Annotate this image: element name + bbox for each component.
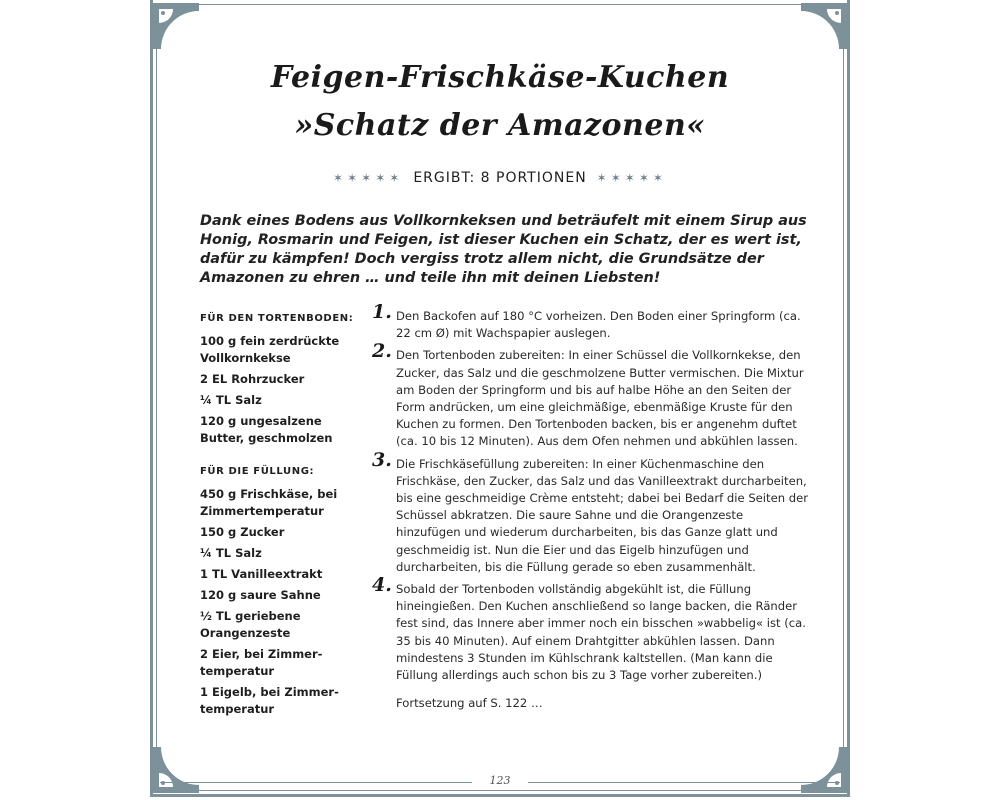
base-heading: FÜR DEN TORTENBODEN:	[200, 313, 354, 324]
filling-heading: FÜR DIE FÜLLUNG:	[200, 466, 315, 477]
star-ornament-right: ✶✶✶✶✶	[596, 171, 667, 185]
step-text: Die Frischkäsefüllung zubereiten: In einer Küchenmaschine den Frischkäse, den Zucker, das Salz und das Vanilleextrakt durcharbeiten, bis eine geschmeidige Crème entsteht; dabei bei Bedarf die Seiten der Schüssel abkratzen. Die saure Sahne und die Orangenzeste hinzufügen und wiederum durcharbeiten, bis das Ganze glatt und geschmeidig ist. Nun die Eier und das Eigelb hinzufügen und durcharbeiten, bis die Füllung gerade so eben zusammenhält.	[396, 456, 808, 574]
ingredient-item: 150 g Zucker	[200, 525, 285, 539]
recipe-title: Feigen-Frischkäse-Kuchen	[270, 60, 730, 95]
step-number: 3.	[372, 448, 392, 471]
ingredient-item: 2 Eier, bei Zimmer-temperatur	[200, 647, 323, 678]
corner-ornament-bottom-left	[153, 747, 199, 793]
intro-text: Dank eines Bodens aus Vollkornkeksen und beträufelt mit einem Sirup aus Honig, Rosmarin und Feigen, ist dieser Kuchen ein Schatz, der es wert ist, dafür zu kämpfen! Doch vergiss trotz allem nicht, die Grundsätze der Amazonen zu ehren … und teile ihn mit deinen Liebsten!	[200, 213, 807, 286]
page-number: 123	[489, 774, 511, 787]
ingredient-item: ½ TL geriebene Orangenzeste	[200, 609, 301, 640]
instruction-step	[370, 301, 810, 342]
instruction-step	[370, 340, 810, 450]
ingredient-item: 2 EL Rohrzucker	[200, 372, 305, 386]
ingredient-item: 120 g saure Sahne	[200, 588, 321, 602]
step-text: Sobald der Tortenboden vollständig abgekühlt ist, die Füllung hineingießen. Den Kuchen anschließend so lange backen, die Ränder fest sind, das Innere aber immer noch ein bisschen »wabbelig« ist (ca. 35 bis 40 Minuten). Auf einem Drahtgitter abkühlen lassen. Dann mindestens 3 Stunden im Kühlschrank kaltstellen. (Man kann die Füllung allerdings auch schon bis zu 3 Tage vorher zubereiten.)	[396, 582, 806, 683]
step-number: 2.	[372, 340, 392, 363]
ingredient-item: 1 Eigelb, bei Zimmer-temperatur	[200, 685, 339, 716]
ingredient-item: 100 g fein zerdrückte Vollkornkekse	[200, 334, 340, 365]
footer-rule-left	[160, 782, 472, 783]
corner-ornament-top-left	[153, 3, 199, 49]
ingredient-item: ¼ TL Salz	[200, 393, 262, 407]
ingredients-list	[200, 310, 360, 722]
footer-rule-right	[528, 782, 840, 783]
ingredient-item: 1 TL Vanilleextrakt	[200, 567, 323, 581]
recipe-subtitle: »Schatz der Amazonen«	[294, 108, 706, 143]
continuation-note: Fortsetzung auf S. 122 …	[396, 696, 543, 711]
step-number: 1.	[372, 301, 392, 323]
instructions-list	[370, 301, 810, 712]
yield-line	[200, 170, 800, 186]
corner-ornament-top-right	[801, 3, 847, 49]
star-ornament-left: ✶✶✶✶✶	[333, 171, 404, 185]
step-text: Den Tortenboden zubereiten: In einer Schüssel die Vollkornkekse, den Zucker, das Salz und die geschmolzene Butter vermischen. Die Mixtur am Boden der Springform und bis auf halbe Höhe an den Seiten der Form andrücken, um eine gleichmäßige, ebenmäßige Kruste für den Kuchen zu formen. Den Tortenboden backen, bis er angenehm duftet (ca. 10 bis 12 Minuten). Aus dem Ofen nehmen und abkühlen lassen.	[396, 348, 804, 449]
instruction-step	[370, 574, 810, 684]
yield-text: ERGIBT: 8 PORTIONEN	[413, 170, 587, 186]
step-number: 4.	[372, 574, 392, 597]
ingredient-item: 450 g Frischkäse, bei Zimmertemperatur	[200, 487, 338, 518]
ingredient-item: 120 g ungesalzene Butter, geschmolzen	[200, 414, 333, 445]
step-text: Den Backofen auf 180 °C vorheizen. Den Boden einer Springform (ca. 22 cm Ø) mit Wachspapier auslegen.	[396, 309, 801, 341]
ingredient-item: ¼ TL Salz	[200, 546, 262, 560]
instruction-step	[370, 448, 810, 576]
corner-ornament-bottom-right	[801, 747, 847, 793]
